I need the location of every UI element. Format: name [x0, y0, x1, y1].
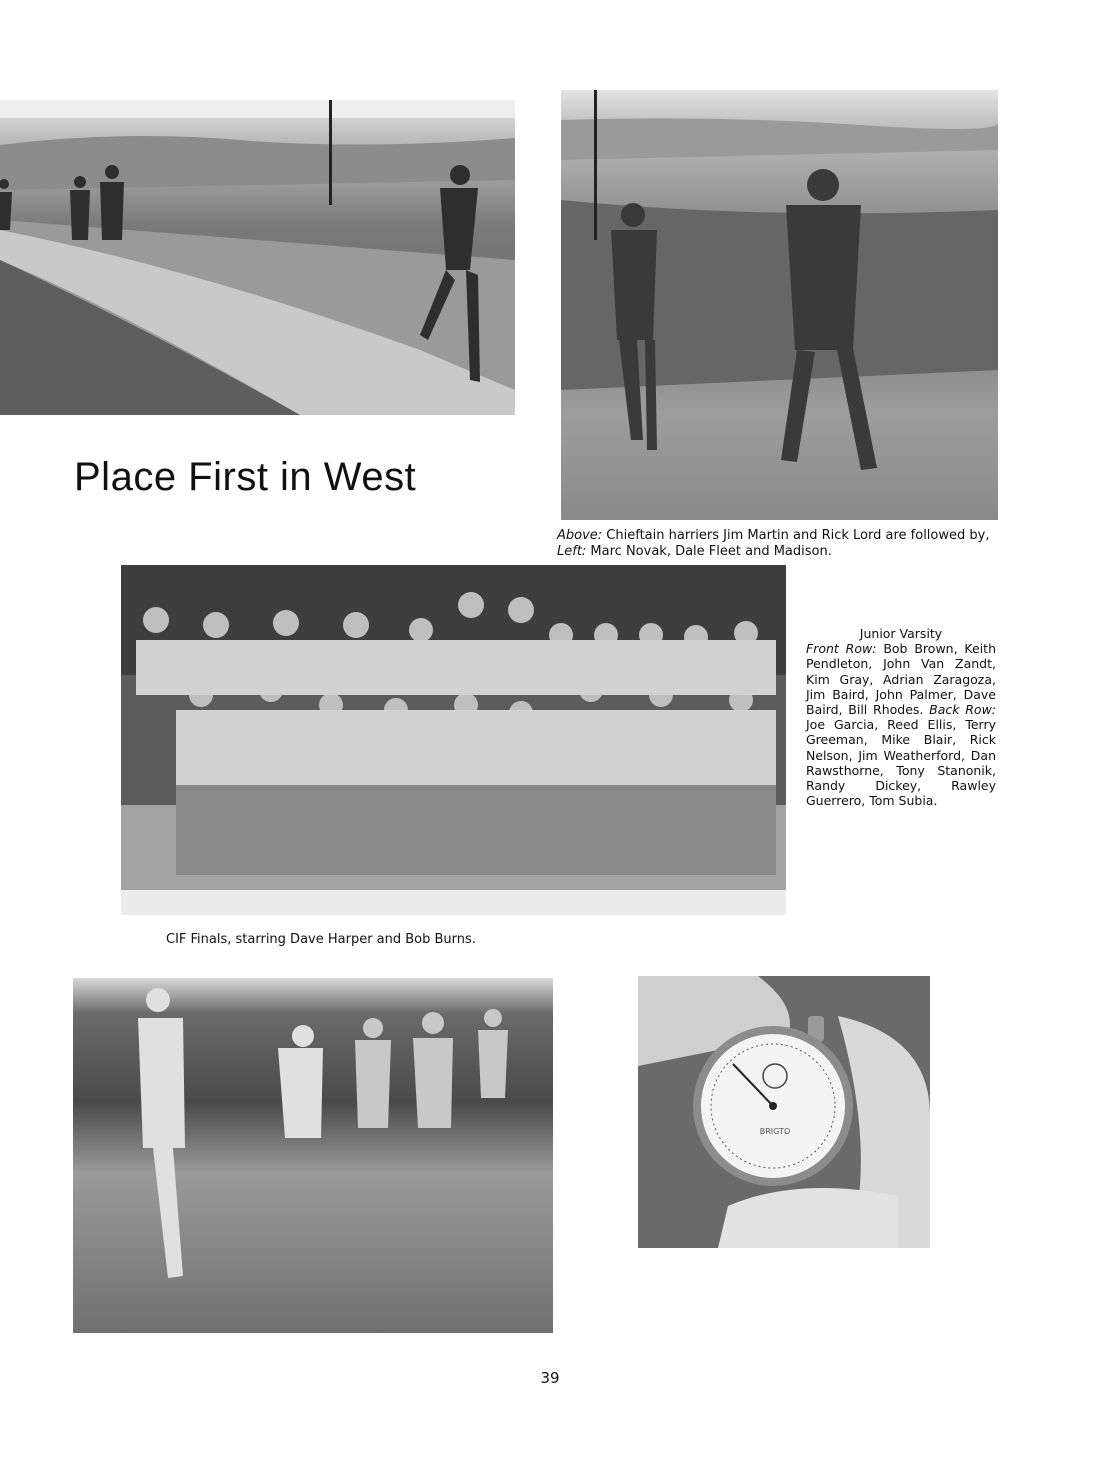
caption-cif-finals: CIF Finals, starring Dave Harper and Bob Burns.: [166, 932, 476, 947]
back-row-names: Joe Garcia, Reed Ellis, Terry Greeman, Mike Blair, Rick Nelson, Jim Weatherford, Dan Rawsthorne, Tony Stanonik, Randy Dickey, Rawley Guerrero, Tom Subia.: [806, 717, 996, 809]
photo-junior-varsity-image: [121, 565, 786, 915]
front-row-names: Bob Brown, Keith Pendleton, John Van Zandt, Kim Gray, Adrian Zaragoza, Jim Baird, John Palmer, Dave Baird, Bill Rhodes.: [806, 641, 996, 718]
page-title: Place First in West: [74, 455, 417, 499]
front-row-label: Front Row:: [806, 641, 877, 657]
photo-cif-finals-race: [73, 978, 553, 1333]
back-row-label: Back Row:: [929, 702, 996, 718]
junior-varsity-caption: [806, 626, 996, 808]
junior-varsity-heading: Junior Varsity: [859, 626, 943, 641]
caption-above-label: Above:: [557, 528, 603, 543]
stopwatch-brand-text: BRIGTO: [759, 1127, 791, 1136]
photo-trail-runners: [0, 100, 515, 415]
caption-above: [557, 528, 997, 560]
caption-left-text: Marc Novak, Dale Fleet and Madison.: [586, 544, 832, 559]
photo-cif-finals-image: [73, 978, 553, 1333]
page-number: 39: [540, 1369, 560, 1387]
photo-stopwatch: [638, 976, 930, 1248]
photo-two-harriers-image: [561, 90, 998, 520]
photo-trail-runners-image: [0, 100, 515, 415]
caption-above-text: Chieftain harriers Jim Martin and Rick Lord are followed by,: [602, 528, 990, 543]
photo-stopwatch-image: [638, 976, 930, 1248]
photo-junior-varsity-team: [121, 565, 786, 915]
photo-two-harriers: [561, 90, 998, 520]
caption-left-label: Left:: [557, 544, 587, 559]
